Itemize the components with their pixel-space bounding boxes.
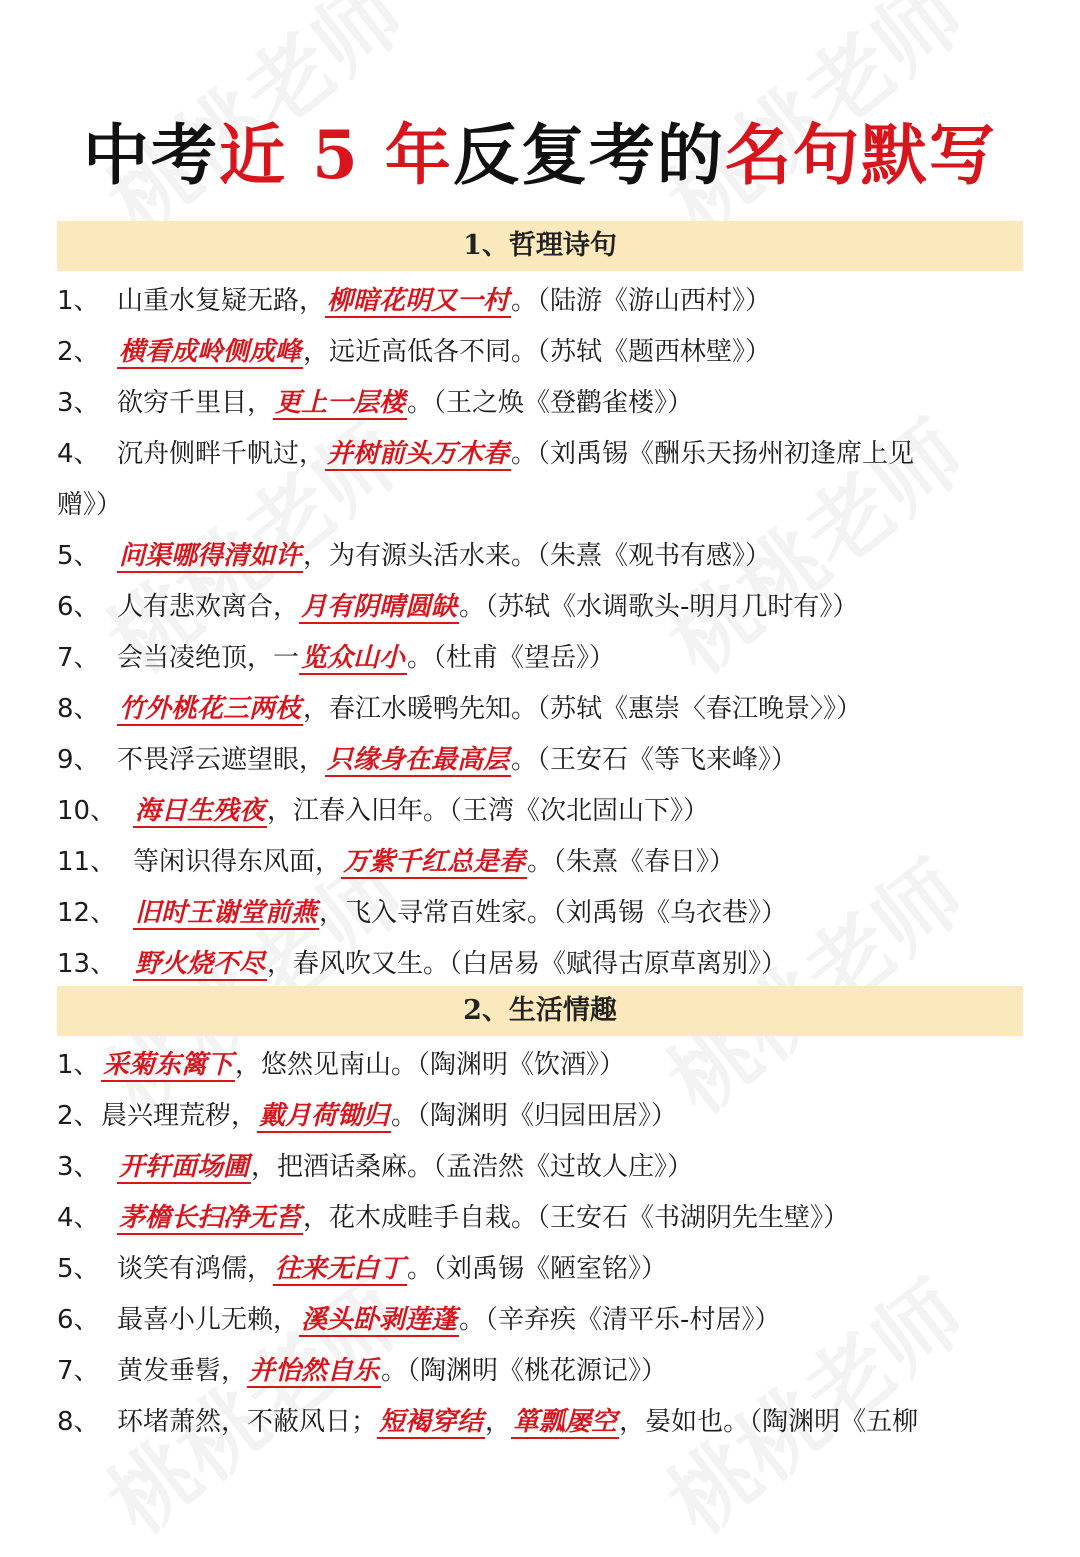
item-number: 2、 xyxy=(57,337,100,367)
list-item xyxy=(57,1142,1023,1192)
item-number: 4、 xyxy=(57,1203,100,1233)
list-item xyxy=(57,939,1023,989)
answer-text: 采菊东篱下 xyxy=(103,1050,234,1080)
list-item xyxy=(57,378,1023,428)
list-item-continuation xyxy=(57,480,1023,530)
item-text: 。（杜甫《望岳》） xyxy=(407,643,616,673)
item-text: 等闲识得东风面， xyxy=(133,847,342,877)
item-text: 山重水复疑无路， xyxy=(117,286,326,316)
item-text: 。（辛弃疾《清平乐-村居》） xyxy=(459,1305,781,1335)
item-text: 。（刘禹锡《陋室铭》） xyxy=(407,1254,668,1284)
item-text: 。（陶渊明《归园田居》） xyxy=(391,1101,678,1131)
list-item xyxy=(57,1040,1023,1090)
list-item xyxy=(57,429,1023,479)
item-text: ，悠然见南山。（陶渊明《饮酒》） xyxy=(235,1050,626,1080)
list-item xyxy=(57,1193,1023,1243)
item-text: 不畏浮云遮望眼， xyxy=(117,745,326,775)
section-heading-life: 2、生活情趣 xyxy=(57,986,1023,1036)
answer-text: 戴月荷锄归 xyxy=(259,1101,390,1131)
answer-text: 箪瓢屡空 xyxy=(513,1407,618,1437)
answer-text: 柳暗花明又一村 xyxy=(327,286,510,316)
list-item xyxy=(57,1397,1023,1447)
item-text: ，春风吹又生。（白居易《赋得古原草离别》） xyxy=(267,949,788,979)
list-item xyxy=(57,276,1023,326)
item-number: 5、 xyxy=(57,1254,100,1284)
item-text: 谈笑有鸿儒， xyxy=(117,1254,274,1284)
list-item xyxy=(57,1295,1023,1345)
list-item xyxy=(57,633,1023,683)
list-item xyxy=(57,888,1023,938)
item-text: 晨兴理荒秽， xyxy=(101,1101,258,1131)
title-highlight: 近 5 年 xyxy=(219,116,453,194)
title-part: 中考 xyxy=(83,116,220,194)
answer-text: 横看成岭侧成峰 xyxy=(119,337,302,367)
answer-text: 开轩面场圃 xyxy=(119,1152,250,1182)
item-text: 沉舟侧畔千帆过， xyxy=(117,439,326,469)
item-number: 12、 xyxy=(57,898,117,928)
item-number: 9、 xyxy=(57,745,100,775)
item-number: 2、 xyxy=(57,1101,100,1131)
answer-text: 并怡然自乐 xyxy=(249,1356,380,1386)
answer-text: 并树前头万木春 xyxy=(327,439,510,469)
item-text: 黄发垂髫， xyxy=(117,1356,248,1386)
list-item xyxy=(57,327,1023,377)
item-text: 。（陆游《游山西村》） xyxy=(511,286,772,316)
list-item xyxy=(57,837,1023,887)
answer-text: 问渠哪得清如许 xyxy=(119,541,302,571)
item-text: 。（苏轼《水调歌头-明月几时有》） xyxy=(459,592,859,622)
item-number: 11、 xyxy=(57,847,117,877)
item-text: 环堵萧然，不蔽风日； xyxy=(117,1407,378,1437)
answer-text: 竹外桃花三两枝 xyxy=(119,694,302,724)
item-text: 最喜小儿无赖， xyxy=(117,1305,300,1335)
answer-text: 海日生残夜 xyxy=(135,796,266,826)
item-text: ，江春入旧年。（王湾《次北固山下》） xyxy=(267,796,710,826)
item-text: 。（刘禹锡《酬乐天扬州初逢席上见 xyxy=(511,439,915,469)
item-text: ，花木成畦手自栽。（王安石《书湖阴先生壁》） xyxy=(303,1203,850,1233)
answer-text: 溪头卧剥莲蓬 xyxy=(301,1305,458,1335)
answer-text: 更上一层楼 xyxy=(275,388,406,418)
section-heading-philosophy: 1、哲理诗句 xyxy=(57,221,1023,271)
item-number: 7、 xyxy=(57,1356,100,1386)
item-text: 欲穷千里目， xyxy=(117,388,274,418)
item-text: ，远近高低各不同。（苏轼《题西林壁》） xyxy=(303,337,772,367)
item-text: ，晏如也。（陶渊明《五柳 xyxy=(619,1407,919,1437)
item-text: 。（王安石《等飞来峰》） xyxy=(511,745,798,775)
item-number: 3、 xyxy=(57,388,100,418)
answer-text: 往来无白丁 xyxy=(275,1254,406,1284)
title-part: 反复考的 xyxy=(452,116,725,194)
item-text: 。（陶渊明《桃花源记》） xyxy=(381,1356,668,1386)
list-item xyxy=(57,1091,1023,1141)
list-item xyxy=(57,1346,1023,1396)
answer-text: 览众山小 xyxy=(301,643,406,673)
item-number: 3、 xyxy=(57,1152,100,1182)
item-number: 4、 xyxy=(57,439,100,469)
item-number: 5、 xyxy=(57,541,100,571)
item-number: 10、 xyxy=(57,796,117,826)
item-number: 6、 xyxy=(57,592,100,622)
answer-text: 短褐穿结 xyxy=(379,1407,484,1437)
list-item xyxy=(57,786,1023,836)
item-number: 7、 xyxy=(57,643,100,673)
list-item xyxy=(57,531,1023,581)
item-text: ，春江水暖鸭先知。（苏轼《惠崇〈春江晚景〉》） xyxy=(303,694,863,724)
item-text: ，为有源头活水来。（朱熹《观书有感》） xyxy=(303,541,772,571)
item-text: ，把酒话桑麻。（孟浩然《过故人庄》） xyxy=(251,1152,694,1182)
item-text: ， xyxy=(485,1407,512,1437)
item-text: 赠》） xyxy=(57,490,123,520)
answer-text: 茅檐长扫净无苔 xyxy=(119,1203,302,1233)
item-number: 13、 xyxy=(57,949,117,979)
item-number: 1、 xyxy=(57,1050,100,1080)
item-text: ，飞入寻常百姓家。（刘禹锡《乌衣巷》） xyxy=(319,898,788,928)
answer-text: 万紫千红总是春 xyxy=(343,847,526,877)
item-number: 1、 xyxy=(57,286,100,316)
list-item xyxy=(57,582,1023,632)
item-number: 8、 xyxy=(57,1407,100,1437)
list-item xyxy=(57,684,1023,734)
page-title xyxy=(0,110,1080,200)
answer-text: 旧时王谢堂前燕 xyxy=(135,898,318,928)
answer-text: 只缘身在最高层 xyxy=(327,745,510,775)
item-text: 。（王之焕《登鹳雀楼》） xyxy=(407,388,694,418)
item-number: 6、 xyxy=(57,1305,100,1335)
title-highlight: 名句默写 xyxy=(724,116,997,194)
item-number: 8、 xyxy=(57,694,100,724)
item-text: 。（朱熹《春日》） xyxy=(527,847,736,877)
item-text: 人有悲欢离合， xyxy=(117,592,300,622)
list-item xyxy=(57,1244,1023,1294)
answer-text: 野火烧不尽 xyxy=(135,949,266,979)
list-item xyxy=(57,735,1023,785)
item-text: 会当凌绝顶，一 xyxy=(117,643,300,673)
answer-text: 月有阴晴圆缺 xyxy=(301,592,458,622)
